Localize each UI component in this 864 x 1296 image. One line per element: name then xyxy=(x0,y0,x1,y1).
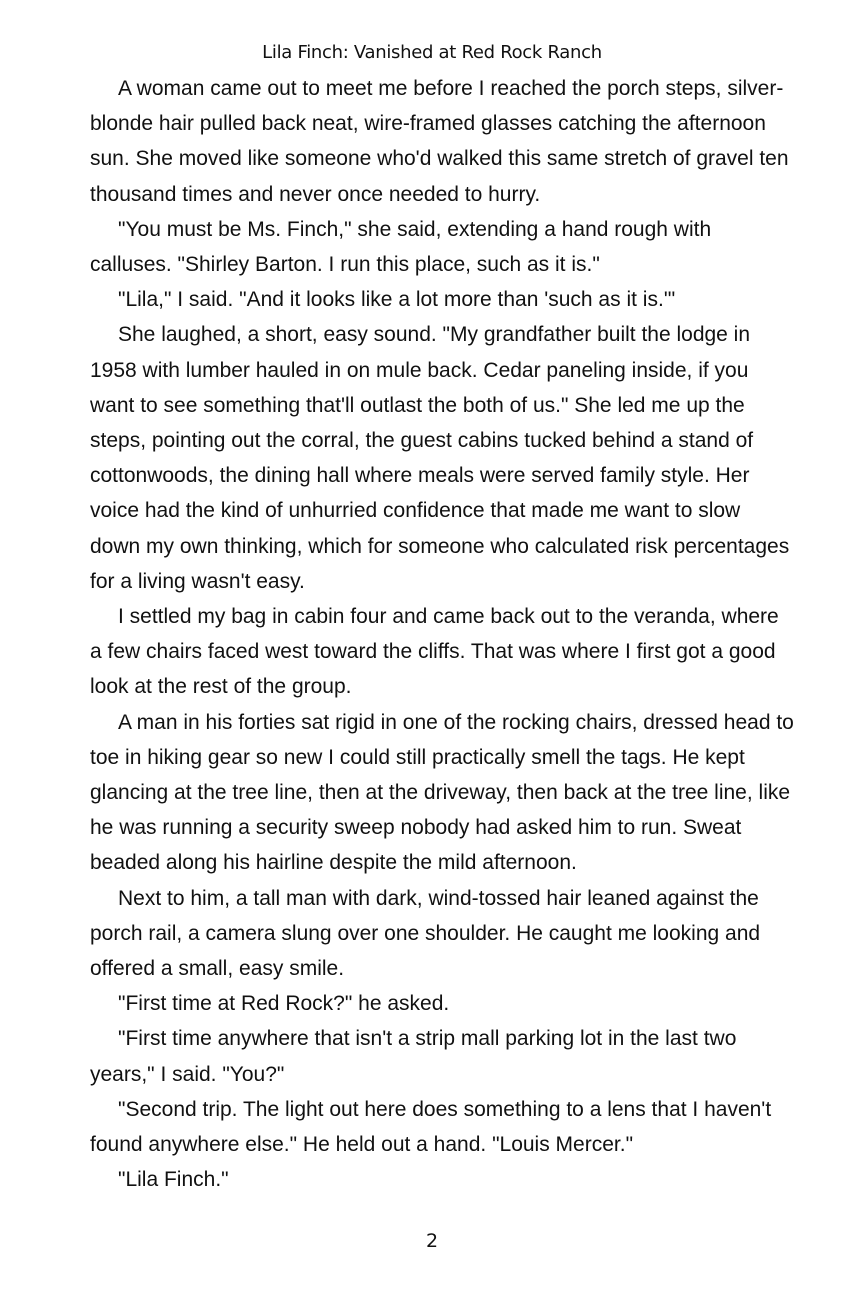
paragraph: Next to him, a tall man with dark, wind-tossed hair leaned against the porch rail, a camera slung over one shoulder. He caught me looking and offered a small, easy smile. xyxy=(90,886,761,981)
paragraph: A man in his forties sat rigid in one of the rocking chairs, dressed head to toe in hiking gear so new I could still practically smell the tags. He kept glancing at the tree line, then at the driveway, then back at the tree line, like he was running a security sweep nobody had asked him to run. Sweat beaded along his hairline despite the mild afternoon. xyxy=(90,710,794,875)
paragraph: "First time at Red Rock?" he asked. xyxy=(118,992,450,1016)
paragraph: "Second trip. The light out here does something to a lens that I haven't found anywhere else." He held out a hand. "Louis Mercer." xyxy=(90,1097,772,1157)
page-body xyxy=(90,71,796,1198)
running-header: Lila Finch: Vanished at Red Rock Ranch xyxy=(262,42,602,63)
paragraph: A woman came out to meet me before I reached the porch steps, silver-blonde hair pulled back neat, wire-framed glasses catching the afternoon sun. She moved like someone who'd walked this same stretch of gravel ten thousand times and never once needed to hurry. xyxy=(90,77,789,206)
paragraph: "You must be Ms. Finch," she said, extending a hand rough with calluses. "Shirley Barton. I run this place, such as it is." xyxy=(90,217,712,277)
page-number: 2 xyxy=(425,1230,439,1252)
paragraph: "Lila Finch." xyxy=(118,1168,229,1192)
paragraph: "Lila," I said. "And it looks like a lot more than 'such as it is.'" xyxy=(118,288,676,312)
paragraph: She laughed, a short, easy sound. "My grandfather built the lodge in 1958 with lumber hauled in on mule back. Cedar paneling inside, if you want to see something that'll outlast the both of us." She led me up the steps, pointing out the corral, the guest cabins tucked behind a stand of cottonwoods, the dining hall where meals were served family style. Her voice had the kind of unhurried confidence that made me want to slow down my own thinking, which for someone who calculated risk percentages for a living wasn't easy. xyxy=(90,323,790,593)
paragraph: "First time anywhere that isn't a strip mall parking lot in the last two years," I said. "You?" xyxy=(90,1027,737,1086)
paragraph: I settled my bag in cabin four and came back out to the veranda, where a few chairs faced west toward the cliffs. That was where I first got a good look at the rest of the group. xyxy=(90,605,779,699)
